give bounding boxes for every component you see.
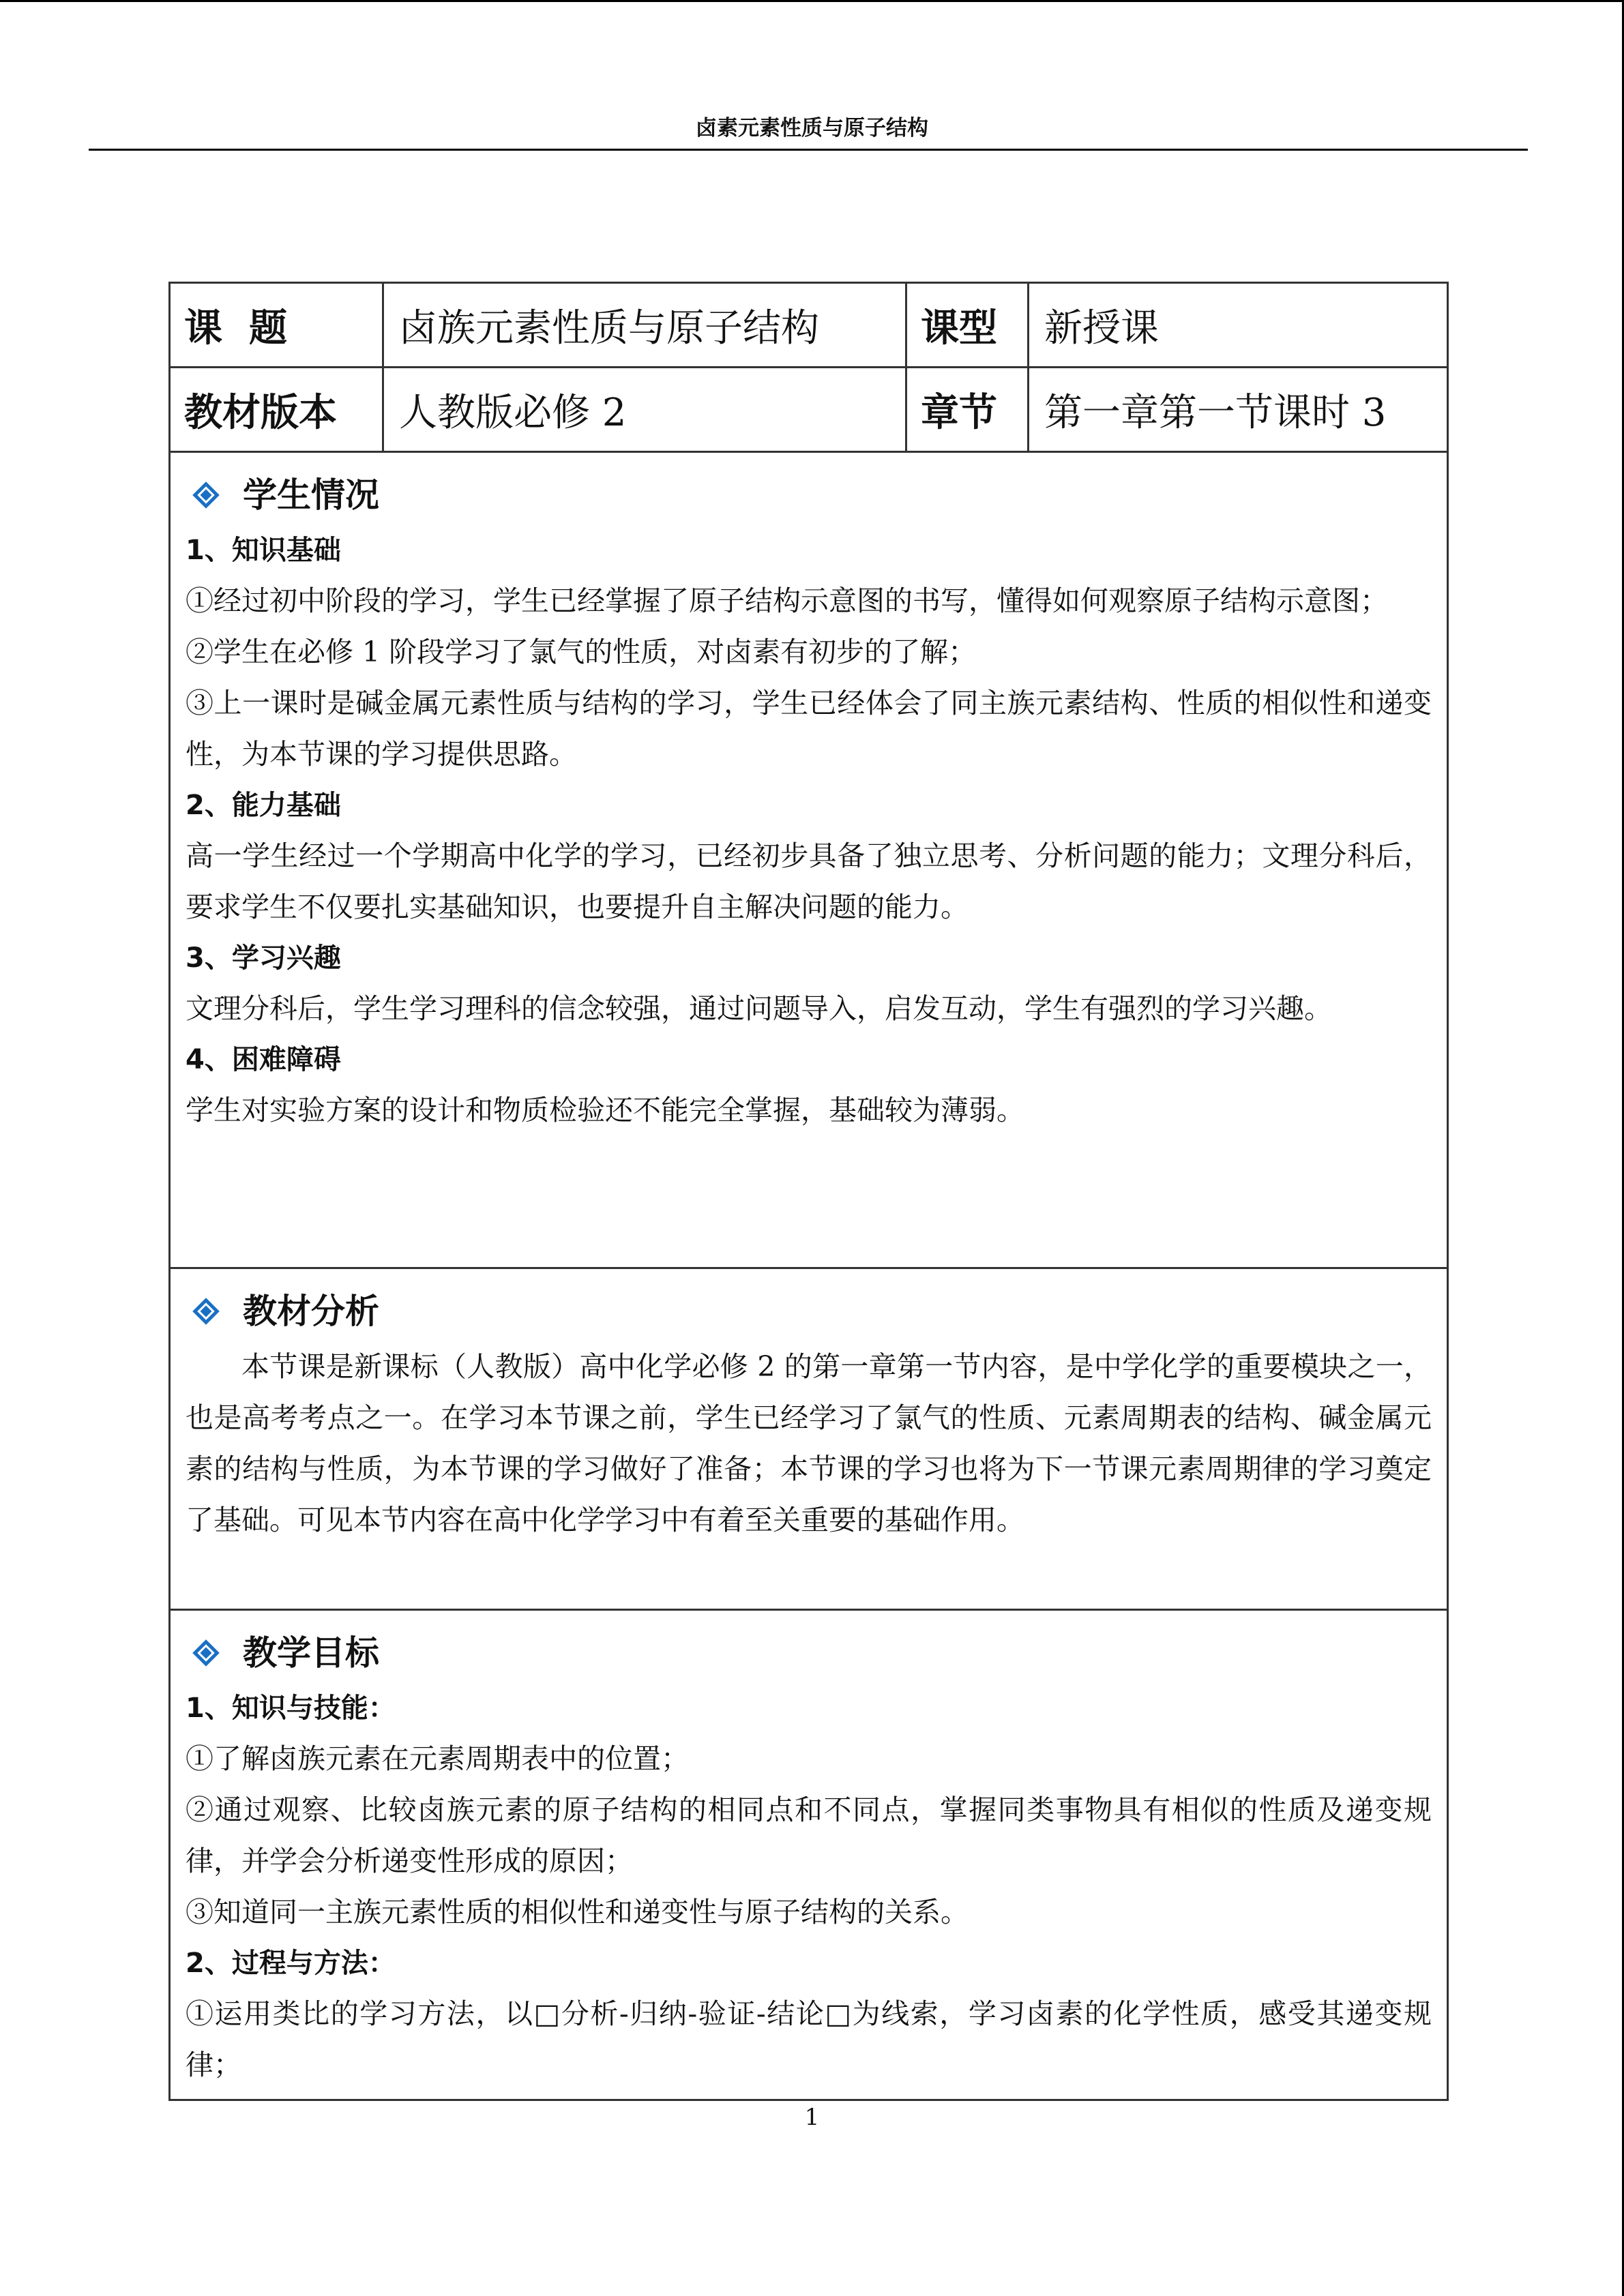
knowledge-para-1: ①经过初中阶段的学习，学生已经掌握了原子结构示意图的书写，懂得如何观察原子结构示意图； <box>186 584 1388 617</box>
textbook-section-title <box>186 1284 1432 1339</box>
diamond-bullet-icon <box>192 1298 220 1325</box>
topic-value: 卤族元素性质与原子结构 <box>383 283 906 368</box>
students-section <box>170 452 1448 1268</box>
chapter-label: 章节 <box>906 368 1029 452</box>
students-section-title <box>186 468 1432 522</box>
textbook-version-label: 教材版本 <box>170 368 383 452</box>
page-number: 1 <box>804 2104 820 2131</box>
lesson-plan-table <box>168 282 1449 2101</box>
lesson-type-value: 新授课 <box>1029 283 1448 368</box>
teaching-goals-section <box>170 1610 1448 2100</box>
textbook-analysis-para: 本节课是新课标（人教版）高中化学必修 2 的第一章第一节内容，是中学化学的重要模块之一，也是高考考点之一。在学习本节课之前，学生已经学习了氯气的性质、元素周期表的结构、碱金属元素的结构与性质，为本节课的学习做好了准备；本节课的学习也将为下一节课元素周期律的学习奠定了基础。可见本节内容在高中化学学习中有着至关重要的基础作用。 <box>186 1350 1432 1536</box>
process-methods-heading: 2、过程与方法： <box>186 1948 396 1979</box>
textbook-analysis-section <box>170 1268 1448 1610</box>
header-rule <box>89 149 1528 151</box>
lesson-type-label: 课型 <box>906 283 1029 368</box>
goals-title-text: 教学目标 <box>243 1633 379 1673</box>
textbook-title-text: 教材分析 <box>243 1292 379 1331</box>
knowledge-skills-heading: 1、知识与技能： <box>186 1693 396 1724</box>
knowledge-para-2: ②学生在必修 1 阶段学习了氯气的性质，对卤素有初步的了解； <box>186 636 977 668</box>
process-para-1: ①运用类比的学习方法，以□分析-归纳-验证-结论□为线索，学习卤素的化学性质，感受其递变规律； <box>186 1997 1432 2081</box>
textbook-section-row <box>170 1268 1448 1610</box>
diamond-bullet-icon <box>192 1639 220 1667</box>
topic-label: 课 题 <box>170 283 383 368</box>
skills-para-3: ③知道同一主族元素性质的相似性和递变性与原子结构的关系。 <box>186 1896 969 1928</box>
skills-para-1: ①了解卤族元素在元素周期表中的位置； <box>186 1742 689 1775</box>
ability-para: 高一学生经过一个学期高中化学的学习，已经初步具备了独立思考、分析问题的能力；文理分科后，要求学生不仅要扎实基础知识，也要提升自主解决问题的能力。 <box>186 839 1432 923</box>
diamond-bullet-icon <box>192 481 220 509</box>
goals-section-title <box>186 1626 1432 1680</box>
skills-para-2: ②通过观察、比较卤族元素的原子结构的相同点和不同点，掌握同类事物具有相似的性质及递变规律，并学会分析递变性形成的原因； <box>186 1793 1432 1877</box>
knowledge-base-heading: 1、知识基础 <box>186 535 341 566</box>
knowledge-para-3: ③上一课时是碱金属元素性质与结构的学习，学生已经体会了同主族元素结构、性质的相似性和递变性，为本节课的学习提供思路。 <box>186 687 1432 771</box>
running-header: 卤素元素性质与原子结构 <box>696 116 928 140</box>
learning-interest-heading: 3、学习兴趣 <box>186 942 341 974</box>
interest-para: 文理分科后，学生学习理科的信念较强，通过问题导入，启发互动，学生有强烈的学习兴趣。 <box>186 992 1332 1025</box>
students-section-row <box>170 452 1448 1268</box>
ability-base-heading: 2、能力基础 <box>186 790 341 821</box>
students-title-text: 学生情况 <box>243 475 379 515</box>
difficulty-para: 学生对实验方案的设计和物质检验还不能完全掌握，基础较为薄弱。 <box>186 1094 1024 1127</box>
info-row-textbook <box>170 368 1448 452</box>
page-border-top <box>0 0 1624 2</box>
chapter-value: 第一章第一节课时 3 <box>1029 368 1448 452</box>
info-row-topic <box>170 283 1448 368</box>
difficulty-heading: 4、困难障碍 <box>186 1044 341 1075</box>
goals-section-row <box>170 1610 1448 2100</box>
textbook-version-value: 人教版必修 2 <box>383 368 906 452</box>
